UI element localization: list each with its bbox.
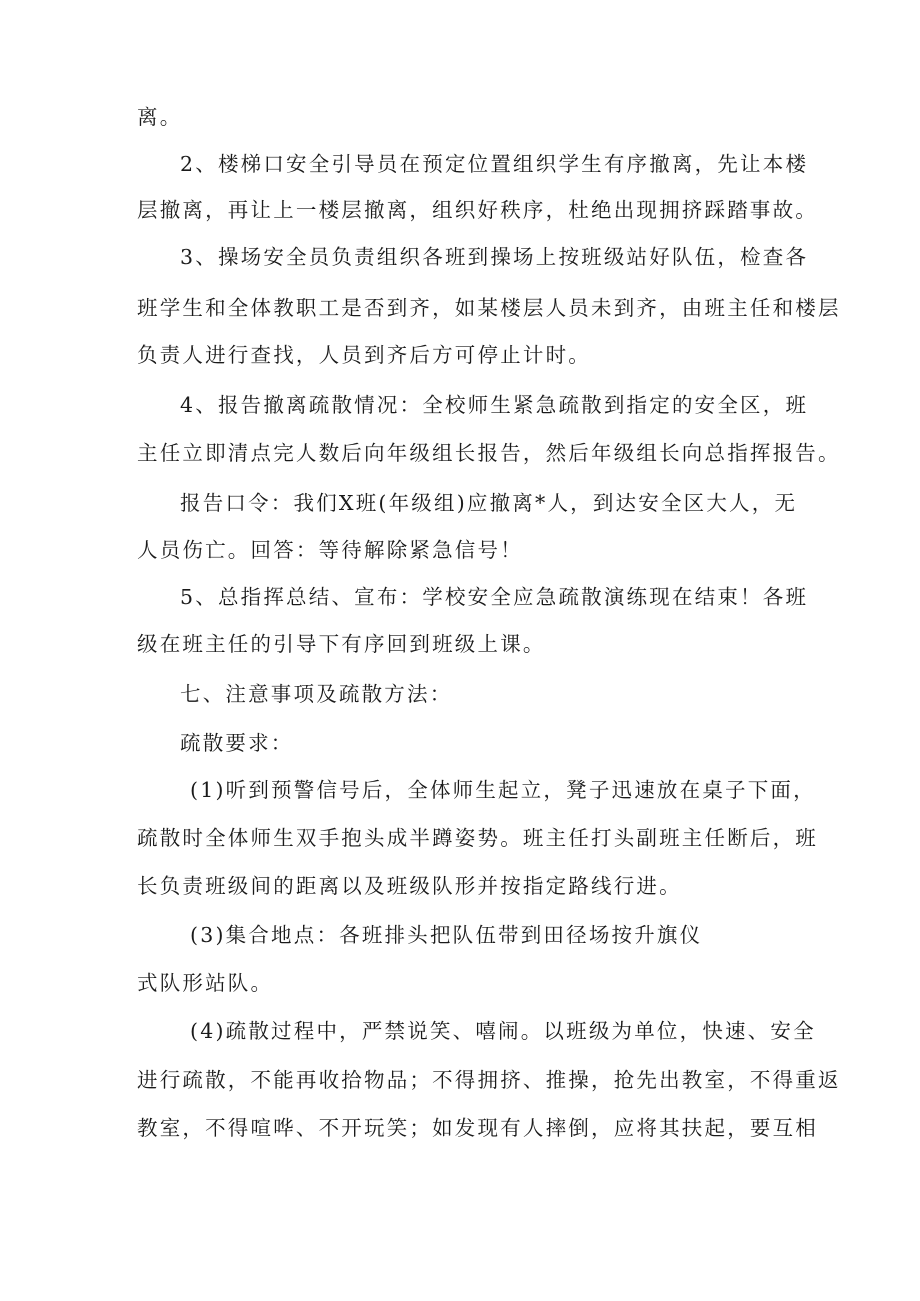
text-line: 离。 <box>137 105 183 129</box>
text-line: 人员伤亡。回答：等待解除紧急信号！ <box>137 538 523 562</box>
text-line: (4)疏散过程中，严禁说笑、嘻闹。以班级为单位，快速、安全 <box>190 1019 816 1043</box>
text-line: 主任立即清点完人数后向年级组长报告，然后年级组长向总指挥报告。 <box>137 441 841 465</box>
text-line: (1)听到预警信号后，全体师生起立，凳子迅速放在桌子下面， <box>190 778 816 802</box>
text-line: 级在班主任的引导下有序回到班级上课。 <box>137 632 546 656</box>
subheading: 疏散要求： <box>180 731 294 755</box>
text-line: 4、报告撤离疏散情况：全校师生紧急疏散到指定的安全区，班 <box>180 393 809 417</box>
text-line: 层撤离，再让上一楼层撤离，组织好秩序，杜绝出现拥挤踩踏事故。 <box>137 198 818 222</box>
text-line: 长负责班级间的距离以及班级队形并按指定路线行进。 <box>137 874 682 898</box>
text-line: 式队形站队。 <box>137 971 274 995</box>
text-line: 进行疏散，不能再收拾物品；不得拥挤、推操，抢先出教室，不得重返 <box>137 1068 841 1092</box>
section-heading: 七、注意事项及疏散方法： <box>180 682 453 706</box>
text-line: 负责人进行查找，人员到齐后方可停止计时。 <box>137 343 591 367</box>
text-line: 3、操场安全员负责组织各班到操场上按班级站好队伍，检查各 <box>180 245 809 269</box>
text-line: (3)集合地点：各班排头把队伍带到田径场按升旗仪 <box>190 923 703 947</box>
text-line: 5、总指挥总结、宣布：学校安全应急疏散演练现在结束！各班 <box>180 585 809 609</box>
text-line: 2、楼梯口安全引导员在预定位置组织学生有序撤离，先让本楼 <box>180 152 809 176</box>
text-line: 教室，不得喧哗、不开玩笑；如发现有人摔倒，应将其扶起，要互相 <box>137 1116 818 1140</box>
text-line: 报告口令：我们X班(年级组)应撤离*人，到达安全区大人，无 <box>180 491 798 515</box>
text-line: 班学生和全体教职工是否到齐，如某楼层人员未到齐，由班主任和楼层 <box>137 296 841 320</box>
text-line: 疏散时全体师生双手抱头成半蹲姿势。班主任打头副班主任断后，班 <box>137 826 818 850</box>
